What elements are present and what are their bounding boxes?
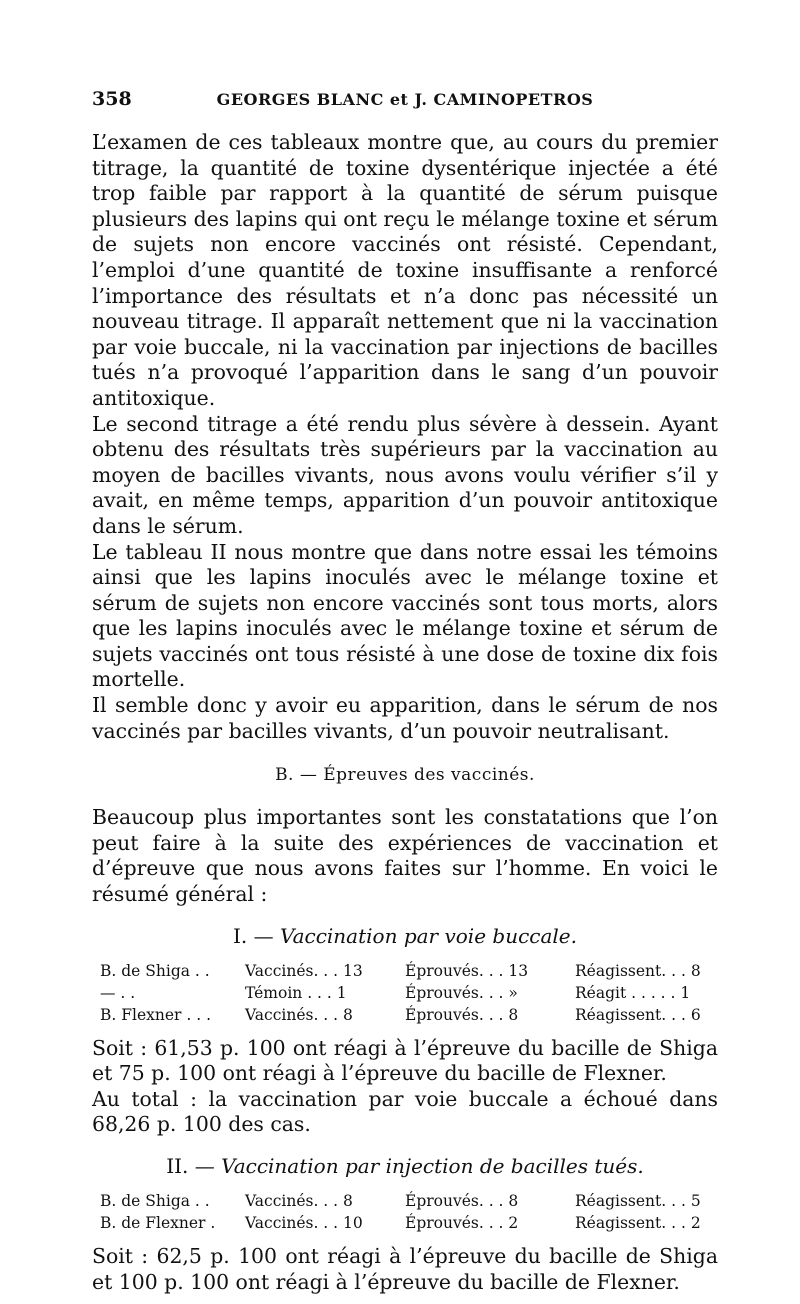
results-table-1 (92, 960, 718, 1026)
eprouves-cell: Éprouvés. . . 2 (405, 1214, 519, 1232)
running-head: GEORGES BLANC et J. CAMINOPETROS (216, 90, 594, 109)
subsection-number: II. — (166, 1154, 215, 1178)
page-number: 358 (92, 88, 132, 110)
eprouves-cell: Éprouvés. . . 13 (405, 961, 529, 980)
page-body (92, 130, 718, 1295)
paragraph: Il semble donc y avoir eu apparition, dans le sérum de nos vaccinés par bacilles vivants, d’un pouvoir neutralisant. (92, 693, 718, 743)
bacille-cell: B. de Flexner . (100, 1214, 216, 1232)
paragraph: Le tableau II nous montre que dans notre essai les témoins ainsi que les lapins inoculés avec le mélange toxine et sérum de sujets non encore vaccinés sont tous morts, alors que les lapins inoculés avec le mélange toxine et sérum de sujets vaccinés ont tous résisté à une dose de toxine dix fois mortelle. (92, 539, 718, 692)
bacille-cell: B. de Shiga . . (100, 1192, 210, 1210)
group-cell: Vaccinés. . . 8 (245, 1192, 353, 1210)
group-cell: Vaccinés. . . 13 (245, 961, 363, 980)
subsection-title (92, 1154, 718, 1178)
results-table-2 (92, 1190, 718, 1234)
table-row (92, 1190, 718, 1212)
eprouves-cell: Éprouvés. . . 8 (405, 1005, 519, 1024)
eprouves-cell: Éprouvés. . . 8 (405, 1192, 519, 1210)
paragraph: Soit : 62,5 p. 100 ont réagi à l’épreuve du bacille de Shiga et 100 p. 100 ont réagi à l’épreuve du bacille de Flexner. (92, 1244, 718, 1294)
paragraph: L’examen de ces tableaux montre que, au cours du premier titrage, la quantité de toxine dysentérique injectée a été trop faible par rapport à la quantité de sérum puisque plusieurs des lapins qui ont reçu le mélange toxine et sérum de sujets non encore vaccinés ont résisté. Cependant, l’emploi d’une quantité de toxine insuffisante a renforcé l’importance des résultats et n’a donc pas nécessité un nouveau titrage. Il apparaît nettement que ni la vaccination par voie buccale, ni la vaccination par injections de bacilles tués n’a provoqué l’apparition dans le sang d’un pouvoir antitoxique. (92, 130, 718, 410)
table-row (92, 1004, 718, 1026)
paragraph: Le second titrage a été rendu plus sévère à dessein. Ayant obtenu des résultats très supérieurs par la vaccination au moyen de bacilles vivants, nous avons voulu vérifier s’il y avait, en même temps, apparition d’un pouvoir antitoxique dans le sérum. (92, 411, 718, 538)
result-cell: Réagissent. . . 8 (575, 961, 701, 980)
eprouves-cell: Éprouvés. . . » (405, 983, 518, 1002)
group-cell: Vaccinés. . . 8 (245, 1005, 353, 1024)
group-cell: Vaccinés. . . 10 (245, 1214, 363, 1232)
result-cell: Réagissent. . . 6 (575, 1005, 701, 1024)
subsection-label: Vaccination par injection de bacilles tués. (221, 1154, 644, 1178)
table-row (92, 1212, 718, 1234)
paragraph: Soit : 61,53 p. 100 ont réagi à l’épreuve du bacille de Shiga et 75 p. 100 ont réagi à l’épreuve du bacille de Flexner. (92, 1035, 718, 1086)
paragraph: Beaucoup plus importantes sont les constatations que l’on peut faire à la suite des expériences de vaccination et d’épreuve que nous avons faites sur l’homme. En voici le résumé général : (92, 805, 718, 907)
result-cell: Réagissent. . . 5 (575, 1192, 701, 1210)
result-cell: Réagit . . . . . 1 (575, 983, 691, 1002)
section-title: B. — Épreuves des vaccinés. (275, 765, 535, 786)
subsection-title (92, 924, 718, 948)
subsection-number: I. — (232, 923, 274, 948)
table-row (92, 982, 718, 1004)
group-cell: Témoin . . . 1 (245, 983, 347, 1002)
subsection-label: Vaccination par voie buccale. (279, 923, 577, 948)
page-header (92, 88, 718, 118)
bacille-cell: — . . (100, 983, 136, 1002)
result-cell: Réagissent. . . 2 (575, 1214, 701, 1232)
paragraph: Au total : la vaccination par voie buccale a échoué dans 68,26 p. 100 des cas. (92, 1086, 718, 1137)
table-row (92, 960, 718, 982)
bacille-cell: B. Flexner . . . (100, 1005, 211, 1024)
bacille-cell: B. de Shiga . . (100, 961, 210, 980)
